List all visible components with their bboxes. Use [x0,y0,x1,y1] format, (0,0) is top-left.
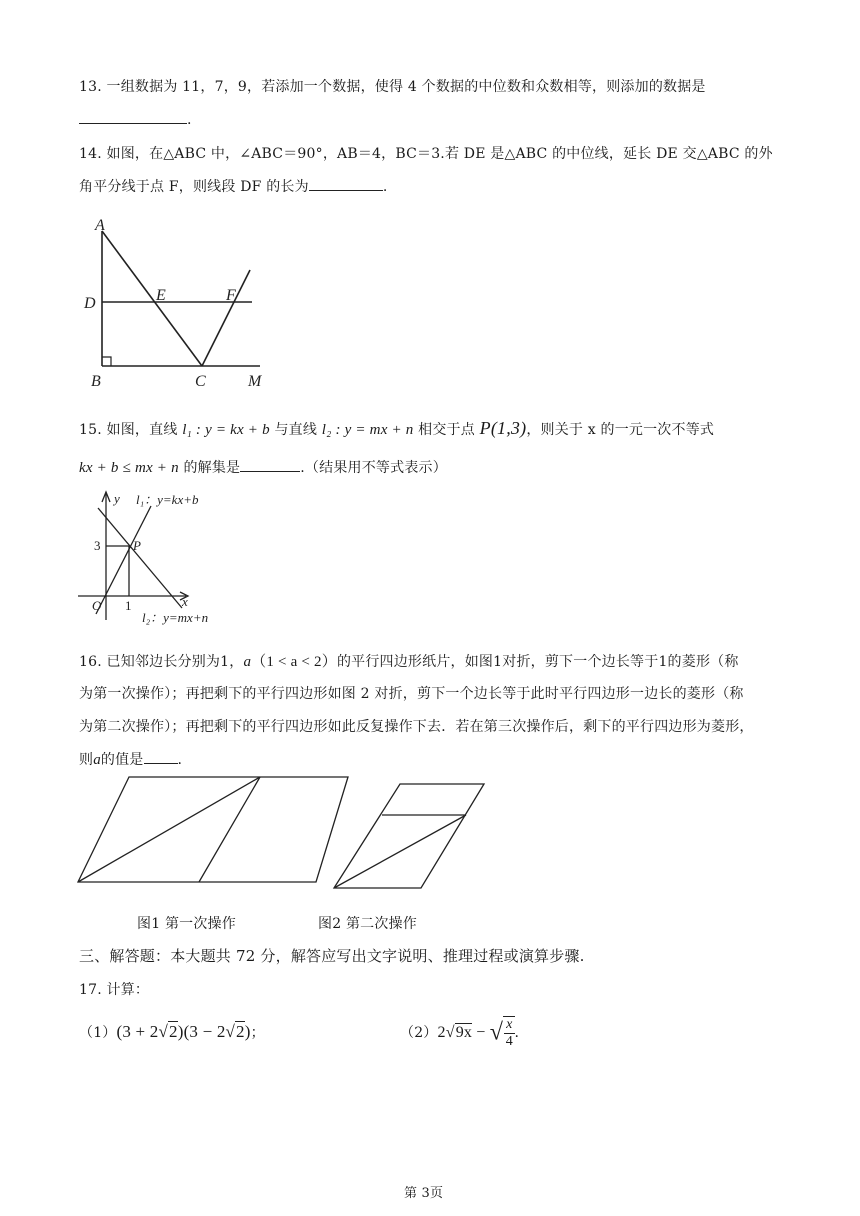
line-l1 [96,506,151,614]
question-text: 已知邻边长分别为1， [106,654,244,670]
question-17 [79,979,149,999]
y-axis-label: y [114,491,120,506]
figure2-fold-line [334,815,466,888]
radical-sign: √ [489,1019,504,1046]
question-text: 与直线 [274,422,318,438]
figure1-parallelogram [78,777,348,882]
period: . [187,112,192,128]
question-text: 为第二次操作）；再把剩下的平行四边形如此反复操作下去．若在第三次操作后，剩下的平行四边形为菱形， [79,719,754,735]
part-label: （2） [400,1025,438,1041]
radical-sign: √ [225,1022,236,1041]
figure2-caption: 图2 第二次操作 [318,916,417,932]
label-m: M [248,373,262,390]
question-text: 如图，在△ABC 中，∠ABC＝90°，AB＝4，BC＝3.若 DE 是△ABC 的中位线，延长 DE 交△ABC 的外 [106,146,773,162]
triangle-figure [80,214,280,394]
expr-part: )(3 − 2 [177,1022,226,1041]
answer-blank[interactable] [240,457,300,472]
fraction [503,1016,514,1050]
question-text: .（结果用不等式表示） [300,460,447,476]
figure1-fold-line [78,777,260,882]
point-p: P(1,3) [479,418,527,438]
label-b: B [91,373,101,390]
question-text: 角平分线于点 F，则线段 DF 的长为 [79,179,309,195]
figure1-caption: 图1 第一次操作 [137,916,236,932]
origin-label: O [92,598,102,613]
label-f: F [226,287,236,304]
label-c: C [195,373,206,390]
bisector-line [202,270,250,366]
label-d: D [84,295,96,312]
fraction-denominator: 4 [505,1034,513,1049]
figure1-cut-line [199,777,260,882]
point-p-label: P [133,538,141,553]
section-heading: 三、解答题：本大题共 72 分，解答应写出文字说明、推理过程或演算步骤. [79,947,585,965]
radicand: 2 [236,1022,245,1041]
line-graph-figure [76,488,256,632]
question-text: 的平行四边形纸片，如图1对折，剪下一个边长等于1的菱形（称 [336,654,739,670]
part-label: （1） [79,1025,117,1041]
period: . [177,752,183,768]
question-number: 17. [79,982,102,998]
question-text: 相交于点 [418,422,475,438]
question-14-line1 [79,143,773,163]
variable-a: a [243,654,252,670]
question-text: ，则关于 x 的一元一次不等式 [526,422,715,438]
answer-blank[interactable] [144,749,178,764]
question-17-part1 [79,1022,265,1042]
semicolon: ； [250,1025,265,1041]
variable-a: a [93,752,101,768]
coefficient: 2 [437,1024,446,1041]
l1-label: l₁：y=kx+b [136,492,199,507]
question-14-line2 [79,176,387,196]
period: . [382,179,388,195]
segment-ac [102,231,202,366]
question-text: 一组数据为 11，7，9，若添加一个数据，使得 4 个数据的中位数和众数相等，则添加的数据是 [106,79,706,95]
tick-y-3: 3 [94,538,101,553]
question-number: 16. [79,654,102,670]
radical-sign: √ [158,1022,168,1041]
line-l1-equation: l₁ : y = kx + b [182,422,270,438]
line-l2 [98,508,182,608]
question-number: 13. [79,79,102,95]
question-text: 则 [79,752,94,768]
question-text: 计算： [106,982,150,998]
question-15-line2 [79,457,447,477]
label-a: A [95,217,105,234]
radicand: 9x [455,1024,473,1041]
question-number: 14. [79,146,102,162]
answer-blank-13-row [79,109,192,128]
question-number: 15. [79,422,102,438]
l2-label: l₂：y=mx+n [142,610,209,625]
question-15-line1 [79,418,714,439]
minus-sign: − [472,1024,490,1041]
label-e: E [156,287,166,304]
period: . [514,1025,520,1041]
expr-part: (3 + 2 [116,1022,159,1041]
question-16-line1 [79,650,739,671]
tick-x-1: 1 [125,598,132,613]
line-l2-equation: l₂ : y = mx + n [321,422,414,438]
right-angle-mark [102,357,111,366]
figure2-parallelogram [334,784,484,888]
parallelogram-figures [74,772,494,896]
radical-sign: √ [445,1024,455,1041]
question-16-line2 [79,683,744,703]
answer-blank[interactable] [79,109,187,124]
question-text: 如图，直线 [106,422,178,438]
question-16-line4 [79,749,182,769]
question-text: 的解集是 [183,460,241,476]
question-13 [79,76,706,96]
page-number: 第 3页 [404,1186,444,1201]
question-16-line3 [79,716,754,736]
question-text: 为第一次操作）；再把剩下的平行四边形如图 2 对折，剪下一个边长等于此时平行四边形一边长的菱形（称 [79,686,744,702]
condition: （1 < a < 2） [251,654,337,670]
inequality: kx + b ≤ mx + n [79,460,179,476]
question-text: 的值是 [100,752,144,768]
x-axis-label: x [182,594,188,609]
fraction-numerator: x [506,1017,513,1032]
radicand: 2 [169,1022,178,1041]
question-17-part2 [400,1016,519,1050]
expr-part: ) [244,1022,251,1041]
answer-blank[interactable] [309,176,383,191]
